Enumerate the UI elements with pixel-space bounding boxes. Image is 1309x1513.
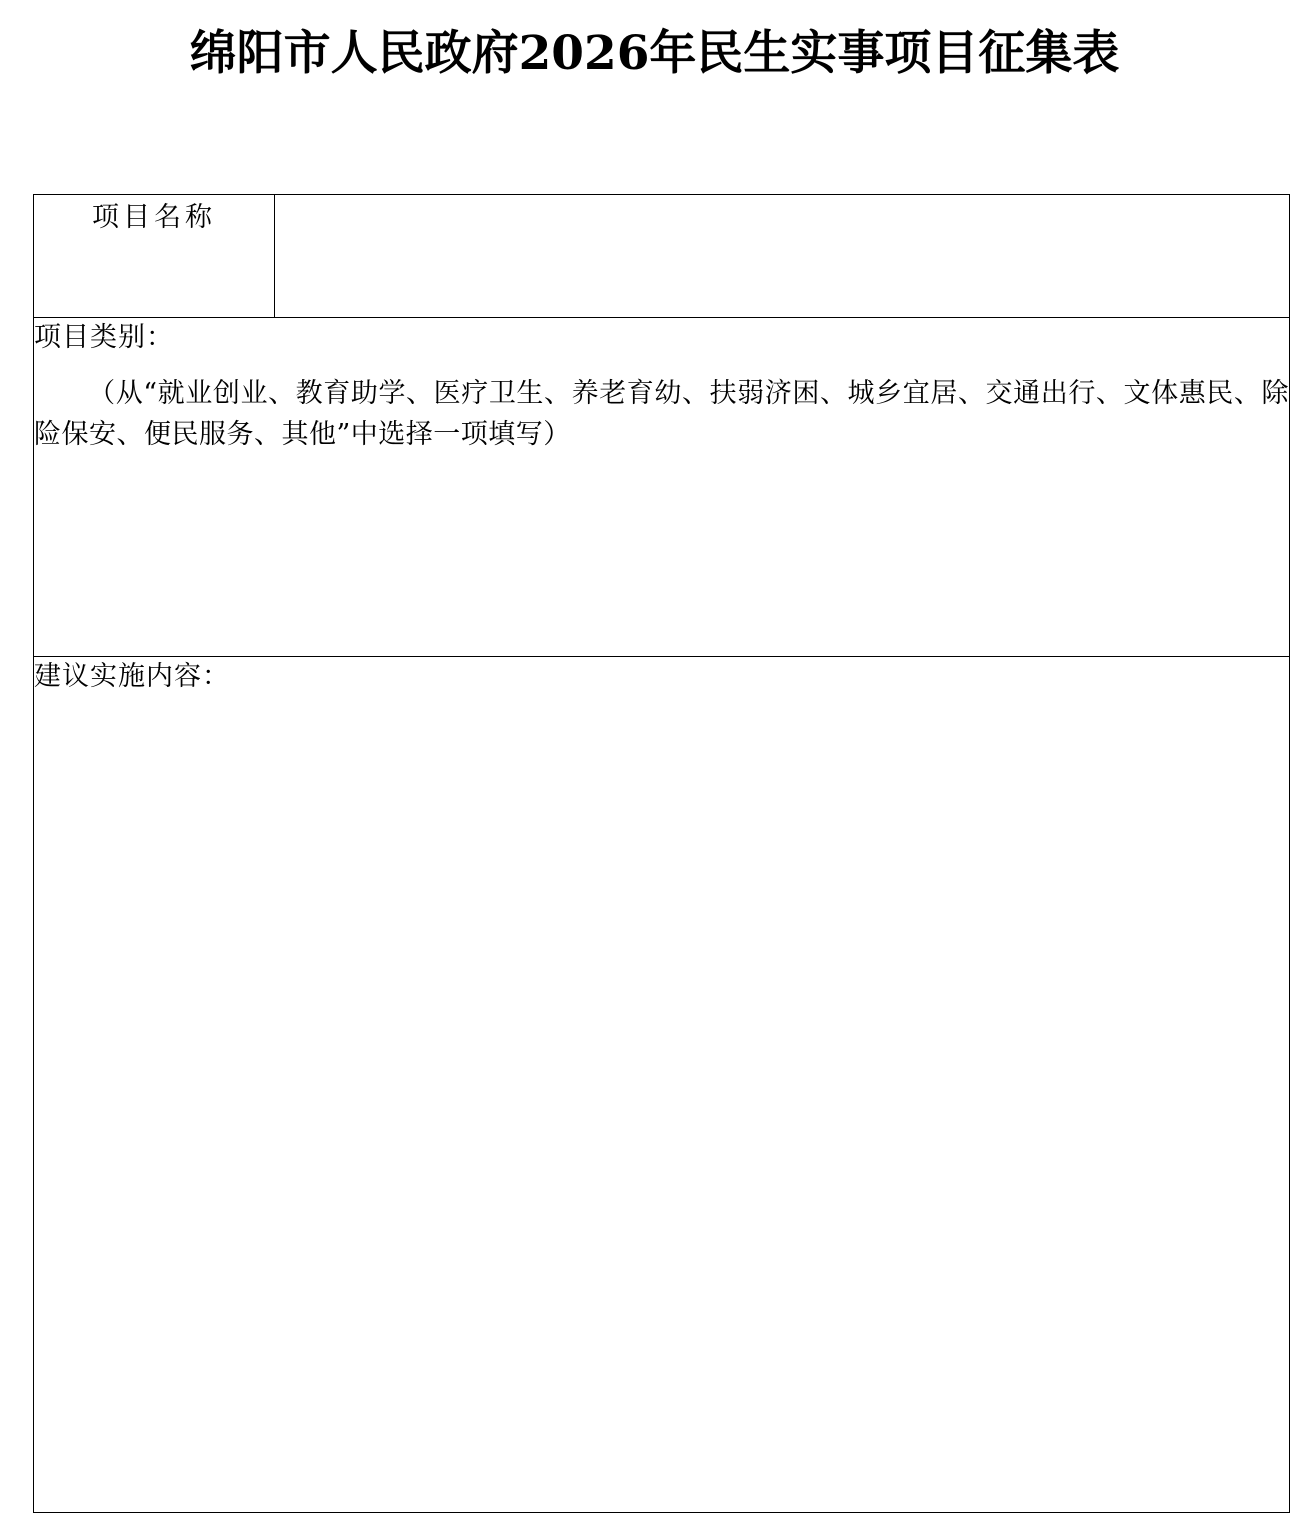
project-category-label: 项目类别：: [34, 322, 174, 353]
document-page: [0, 26, 1309, 1513]
project-name-field[interactable]: [275, 195, 1290, 318]
page-title: 绵阳市人民政府2026年民生实事项目征集表: [189, 26, 1120, 81]
table-row-project-category: [34, 318, 1290, 657]
collection-form-table: [33, 194, 1290, 1513]
project-category-cell[interactable]: [34, 318, 1290, 657]
project-name-label: 项目名称: [34, 195, 275, 318]
project-category-note: [34, 373, 1289, 457]
implementation-content-cell[interactable]: [34, 657, 1290, 1513]
implementation-content-label: 建议实施内容：: [34, 661, 230, 692]
table-row-project-name: [34, 195, 1290, 318]
table-row-implementation-content: [34, 657, 1290, 1513]
project-category-note-text: （从“就业创业、教育助学、医疗卫生、养老育幼、扶弱济困、城乡宜居、交通出行、文体惠民、除险保安、便民服务、其他”中选择一项填写）: [34, 377, 1289, 451]
